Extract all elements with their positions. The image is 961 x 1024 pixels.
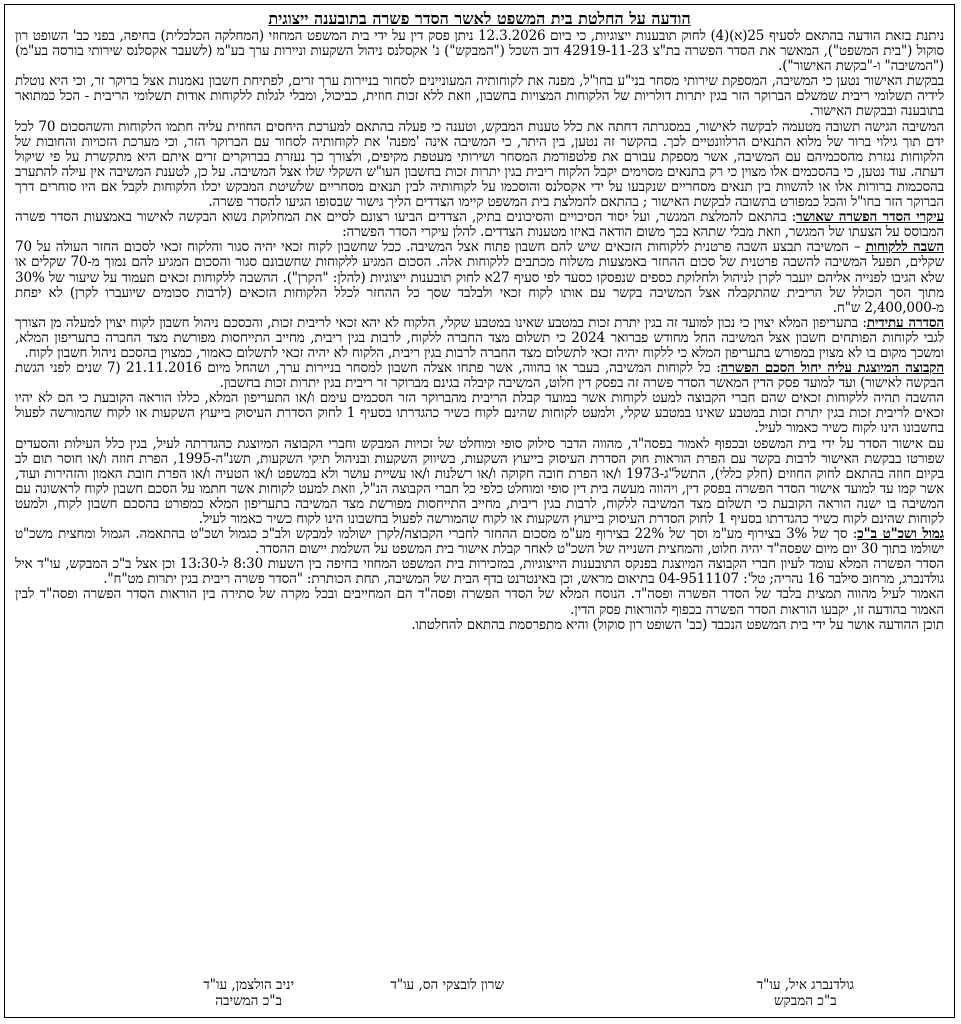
paragraph-summary-disclaimer: האמור לעיל מהווה תמצית בלבד של הסדר הפשרה ופסה"ד. הנוסח המלא של הסדר הפשרה ופסה"ד הם המחייבים ובכל מקרה של סתירה בין הוראות הסדר הפשרה ופסה"ד לבין האמור בהודעה זו, יקבעו הוראות הסדר הפשרה בכפוף להוראות פסק הדין. xyxy=(15,586,944,618)
legal-notice xyxy=(4,4,955,1018)
paragraph-approval: תוכן ההודעה אושר על ידי בית המשפט הנכבד (כב' השופט רון סוקול) והיא מתפרסמת בהתאם להחלטתו. xyxy=(411,616,944,633)
refund-heading: השבה ללקוחות xyxy=(865,239,945,256)
settlement-principles-heading: עיקרי הסדר הפשרה שאושר xyxy=(796,209,944,226)
paragraph-future-arrangement xyxy=(15,316,944,361)
signature-applicant-counsel xyxy=(757,977,854,1009)
future-arrangement-heading: הסדרה עתידית xyxy=(866,314,944,331)
paragraph-intro: ניתנת בזאת הודעה בהתאם לסעיף 25(א)(4) לחוק תובענות ייצוגיות, כי ביום 12.3.2026 ניתן פסק דין על ידי בית המשפט המחוזי (המחלקה הכלכלית) בחיפה, בפני כב' השופט רון סוקול ("בית המשפט"), המאשר את הסדר הפשרה בת"צ 42919-11-23 דוב השכל ("המבקש") נ' אקסלנס ניהול השקעות וניירות ערך בע"מ (לשעבר אקסלנס שירותי בורסה בע"מ) ("המשיבה" ו-"בקשת האישור"). xyxy=(15,28,944,75)
fees-heading: גמול ושכ"ט ב"כ xyxy=(857,526,945,543)
signature-name: יניב הולצמן, עו"ד xyxy=(203,977,294,993)
notice-body xyxy=(15,29,944,633)
signature-respondent-counsel-1 xyxy=(390,977,504,993)
refund-text: – המשיבה תבצע השבה פרטנית ללקוחות הזכאים שיש להם חשבון פתוח אצל המשיבה. ככל שחשבון לקוח זכאי יהיה סגור והלקוח זכאי לסכום החזר העולה על 70 שקלים, תפעל המשיבה להשבה פרטנית של סכום ההחזר באמצעות משלוח מכתבים ללקוחות אלה. הסכום המגיע ללקוחות שחשבונם סגור והסכום המגיע להם נמוך מ-70 שקלים או שלא הגיבו לפנייה אליהם יועבר לקרן לניהול ולחלוקת כספים שנפסקו כסעד לפי סעיף 27א לחוק תובענות ייצוגיות (להלן: "הקרן"). ההשבה ללקוחות זכאים תעמוד על שיעור של 30% מתוך הסך הכולל של הריבית שהתקבלה אצל המשיבה בקשר עם אותו לקוח זכאי ולבלבד שסך כל ההחזר לכלל הלקוחות הזכאים (לרבות סכומים שיועברו לקרן) לא יפחת מ-2,400,000 ש"ח. xyxy=(15,239,944,316)
signature-respondent-counsel-2 xyxy=(203,977,294,1009)
paragraph-response: המשיבה הגישה תשובה מטעמה לבקשה לאישור, במסגרתה דחתה את כלל טענות המבקש, וטענה כי פעלה בהתאם למערכת היחסים החוזית עליה חתמו הלקוחות והשהסכום 70 לכל ידם תוך גילוי ברור של מלוא התנאים הרלוונטיים לכך. בהקשר זה נטען, בין היתר, כי המשיבה אינה 'מפנה' את לקוחותיה לסחור עם הברוקר הזר, וכי מערכת הזכויות והחובות של הלקוחות נגזרת מהסכמיהם עם המשיבה, אשר מספקת עבורם את פלטפורמת המסחר ושירותי מעטפת מקיפים, ולצורך כך נעזרת בברוקרים זרים איתם היא מתקשרת על פי שיקול דעתה. עוד נטען, כי בהסכמים אלו מצוין כי רק בתנאים מסוימים יקבל הלקוח ריבית בגין יתרות זכות בחשבון העו"ש השקלי שלו אצל המשיבה. על כן, לטענת המשיבה אין עילה להתערב בהסכמות ברורות אלו או להשוות בין תנאים מסחריים שנקבעו על ידי אקסלנס והוסכמו על לקוחותיה לבין תנאים מסחריים שלשיטת המבקש יכלו הלקוחות לקבל אם היו סוחרים דרך הברוקר הזר בחו"ל והכל כמפורט בתשובה לבקשת האישור ; בהתאם להמלצת בית המשפט קיימו הצדדים הליך גישור שבסופו הגיעו להסדר פשרה. xyxy=(15,118,945,211)
notice-title: הודעה על החלטת בית המשפט לאשר הסדר פשרה בתובענה ייצוגית xyxy=(268,9,691,28)
paragraph-claim: בבקשת האישור נטען כי המשיבה, המספקת שירותי מסחר בני"ע בחו"ל, מפנה את לקוחותיה המעוניינים לסחור בניירות ערך זרים, לפתיחת חשבון נאמנות אצל ברוקר זר, וכי היא נוטלת לידיה תשלומי ריבית שמשלם הברוקר הזר בגין יתרות דולריות של הלקוחות המצויות בחשבון, וזאת ללא זכות חוזית, כביכול, ומבלי לגלות ללקוחות אודות תשלומי הריבית - הכל כמתואר בתובענה ובבקשת האישור. xyxy=(15,73,944,120)
signature-block xyxy=(15,977,944,1013)
paragraph-fees xyxy=(15,527,944,557)
paragraph-eligible-exclusions: ההשבה תהיה ללקוחות זכאים שהם חברי הקבוצה למעט לקוחות אשר במועד קבלת הריבית מהברוקר הזר הסכמים עימם ו/או התעריפון המלא, כללו הוראה הקובעת כי הם לא יהיו זכאים לריבית זכות בגין יתרת זכות במטבע שאינו במטבע שקלי, ולמעט לקוחות שהינם לקוח כשיר כהגדרתו בסעיף 1 לחוק הסדרת העיסוק בייעוץ השקעות או לקוח שהמורשה לפעול בחשבונו הינו לקוח כשיר כאמור לעיל. xyxy=(15,390,944,437)
signature-role: ב"כ המבקש xyxy=(774,993,837,1009)
paragraph-represented-group xyxy=(15,361,944,391)
paragraph-inspection: הסדר הפשרה המלא עומד לעיון חברי הקבוצה המיוצגת בפנקס התובענות הייצוגיות, במזכירות בית המשפט המחוזי בחיפה בין השעות 8:30 ל-13:30 וכן אצל ב"כ המבקש, עו"ד איל גולדנברג, מרחוב סילבר 16 נהריה; טל': 04-9511107 בתיאום מראש, וכן באינטרנט בדף הבית של המשיבה, תחת הכותרת: "הסדר פשרה ריבית בגין יתרות מט"ח". xyxy=(15,556,944,588)
paragraph-refund xyxy=(15,240,944,315)
fees-text: : סך של 3% בצירוף מע"מ וסך של 22% בצירוף מע"מ מסכום ההחזר לחברי הקבוצה/לקרן ישולמו למבקש ולב"כ כגמול ושכ"ט בהתאמה. הגמול ומחצית משכ"ט ישולמו בתוך 30 יום מיום שפסה"ד יהיה חלוט, והמחצית השנייה של השכ"ט לאחר קבלת אישור בית המשפט על השלמת יישום ההסדר. xyxy=(15,526,944,558)
signature-role: ב"כ המשיבה xyxy=(215,993,283,1009)
signature-name: גולדנברג איל, עו"ד xyxy=(756,977,854,993)
signature-name: שרון לובצקי הס, עו"ד xyxy=(390,977,504,993)
future-arrangement-text: : בתעריפון המלא יצוין כי נכון למועד זה בגין יתרת זכות במטבע שאינו במטבע שקלי, הלקוח לא יהא זכאי לריבית זכות, והכסכם ניהול חשבון לקוח יצוין למעלה מן הצורך לגבי לקוחות הפותחים חשבון אצל המשיבה החל מחודש פברואר 2024 כי תשלום מצד החברה ללקוח, לרבות בגין ריבית, מחייב התייחסות מפורשת מצד החברה בתעריפון המלא, ומשכך מקום בו לא מצוין במפורש בתעריפון המלא כי ללקוח יהיה זכאי לתשלום מצד החברה לרבות בגין ריבית, הלקוח לא יהיה זכאי לתשלום כאמור, כמצוין בהסכם ניהול חשבון לקוח. xyxy=(15,314,944,361)
paragraph-settlement-principles xyxy=(15,210,944,240)
settlement-principles-text: : בהתאם להמלצת המגשר, ועל יסוד הסיכויים והסיכונים בתיק, הצדדים הביעו רצונם לסיים את המחלוקת נשוא הבקשה לאישור באמצעות הסדר פשרה המבוסס על הצעתו של המגשר, וזאת מבלי שתהא בכך משום הודאה באיזו מטענות הצדדים. להלן עיקרי הסדר הפשרה: xyxy=(15,209,944,241)
paragraph-res-judicata: עם אישור הסדר על ידי בית המשפט ובכפוף לאמור בפסה"ד, מהווה הדבר סילוק סופי ומוחלט של זכויות המבקש וחברי הקבוצה המיוצגת כהגדרתה לעיל, בגין כלל העילות והסעדים שפורטו בבקשת האישור לרבות בקשר עם הפרת הוראות חוק הסדרת העיסוק בייעוץ השקעות, בשיווק השקעות ובניהול תיקי השקעות, תשנ"ה-1995, הפרת חוזה ו/או חוסר תום לב בקיום חוזה בהתאם לחוק החוזים (חלק כללי), התשל"ג-1973 ו/או הפרת חובה חקוקה ו/או רשלנות ו/או עשיית עושר ולא במשפט ו/או הטעיה ו/או הפרת חובת האמון והזהירות ועוד, אשר קמו עד למועד אישור הסדר הפשרה בפסק דין, ויהווה מעשה בית דין סופי ומוחלט כלפי כל חברי הקבוצה הנ"ל, וזאת למעט לקוחות אשר חתמו על הסכם חשבון לקוח לראשונה עם המשיבה בו ישנה הוראה הקובעת כי תשלום מצד המשיבה ללקוח, לרבות בגין ריבית, מחייב התייחסות מפורשת מצד המשיבה בתעריפון המלא כמפורט בהסכם חשבון לקוח, ולמעט לקוחות שהינם לקוח כשיר כהגדרתו בסעיף 1 לחוק הסדרת העיסוק בייעוץ השקעות או לקוח שהמורשה לפעול בחשבונו הינו לקוח כשיר כאמור לעיל. xyxy=(15,435,945,527)
represented-group-heading: הקבוצה המיוצגת עליה יחול הסכם הפשרה xyxy=(720,360,944,377)
represented-group-text: : כל לקוחות המשיבה, בעבר או בהווה, אשר פתחו אצלה חשבון למסחר בניירות ערך, ושהחל מיום 21.11.2016 (7 שנים לפני הגשת הבקשה לאישור) ועד למועד פסק הדין המאשר הסדר פשרה זה בפסק דין חלוט, המשיבה קיבלה בגינם מברוקר זר ריבית בגין יתרות זכות בחשבון. xyxy=(15,360,944,392)
